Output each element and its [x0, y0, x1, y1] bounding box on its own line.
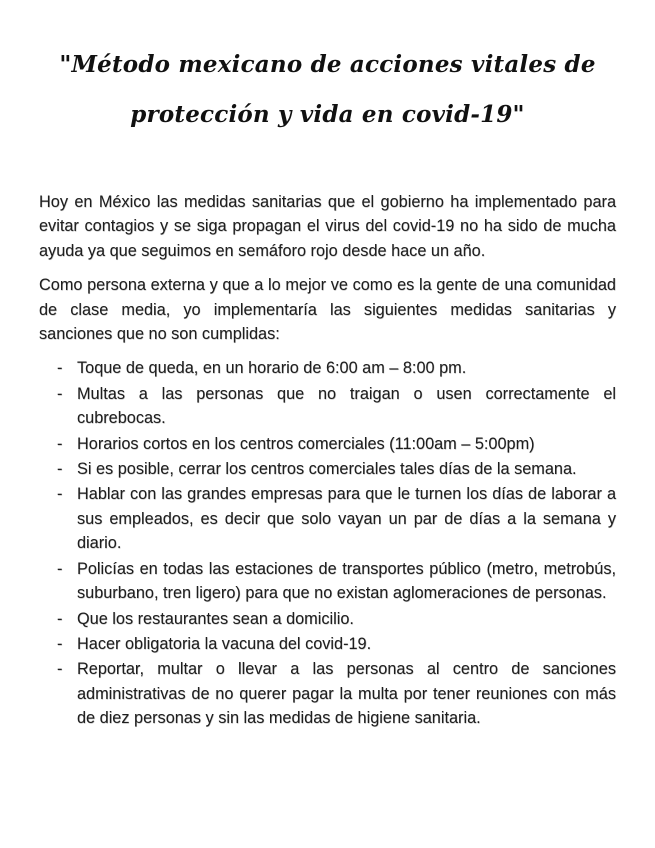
bullet-dash: -: [57, 359, 63, 378]
list-item-text: Reportar, multar o llevar a las personas al centro de sanciones administrativas de no querer pagar la multa por tener reuniones con más de diez personas y sin las medidas de higiene sanitaria.: [77, 660, 616, 728]
bullet-dash: -: [57, 384, 63, 403]
list-item: [39, 657, 616, 730]
list-item: [39, 356, 616, 380]
list-item: [39, 607, 616, 631]
bullet-dash: -: [57, 634, 63, 653]
proposal-paragraph: Como persona externa y que a lo mejor ve como es la gente de una comunidad de clase media, yo implementaría las siguientes medidas sanitarias y sanciones que no son cumplidas:: [39, 276, 616, 344]
list-item: [39, 632, 616, 656]
list-item-text: Si es posible, cerrar los centros comerciales tales días de la semana.: [77, 460, 577, 479]
list-item-text: Multas a las personas que no traigan o usen correctamente el cubrebocas.: [77, 384, 616, 428]
list-item-text: Hacer obligatoria la vacuna del covid-19.: [77, 634, 372, 653]
bullet-dash: -: [57, 460, 63, 479]
document-body: [39, 190, 616, 732]
measures-list: [39, 356, 616, 730]
list-item: [39, 457, 616, 481]
bullet-dash: -: [57, 559, 63, 578]
bullet-dash: -: [57, 485, 63, 504]
list-item-text: Toque de queda, en un horario de 6:00 am – 8:00 pm.: [77, 359, 467, 378]
intro-paragraph: Hoy en México las medidas sanitarias que el gobierno ha implementado para evitar contagios y se siga propagan el virus del covid-19 no ha sido de mucha ayuda ya que seguimos en semáforo rojo desde hace un año.: [39, 193, 616, 260]
list-item: [39, 382, 616, 431]
list-item-text: Hablar con las grandes empresas para que le turnen los días de laborar a sus empleados, es decir que solo vayan un par de días a la semana y diario.: [77, 485, 616, 553]
list-item-text: Horarios cortos en los centros comerciales (11:00am – 5:00pm): [77, 434, 535, 453]
bullet-dash: -: [57, 609, 63, 628]
document-title: "Método mexicano de acciones vitales de protección y vida en covid-19": [59, 51, 596, 128]
bullet-dash: -: [57, 434, 63, 453]
list-item-text: Policías en todas las estaciones de transportes público (metro, metrobús, suburbano, tren ligero) para que no existan aglomeraciones de personas.: [77, 559, 616, 603]
bullet-dash: -: [57, 660, 63, 679]
list-item: [39, 482, 616, 555]
list-item: [39, 557, 616, 606]
list-item-text: Que los restaurantes sean a domicilio.: [77, 609, 354, 628]
list-item: [39, 432, 616, 456]
